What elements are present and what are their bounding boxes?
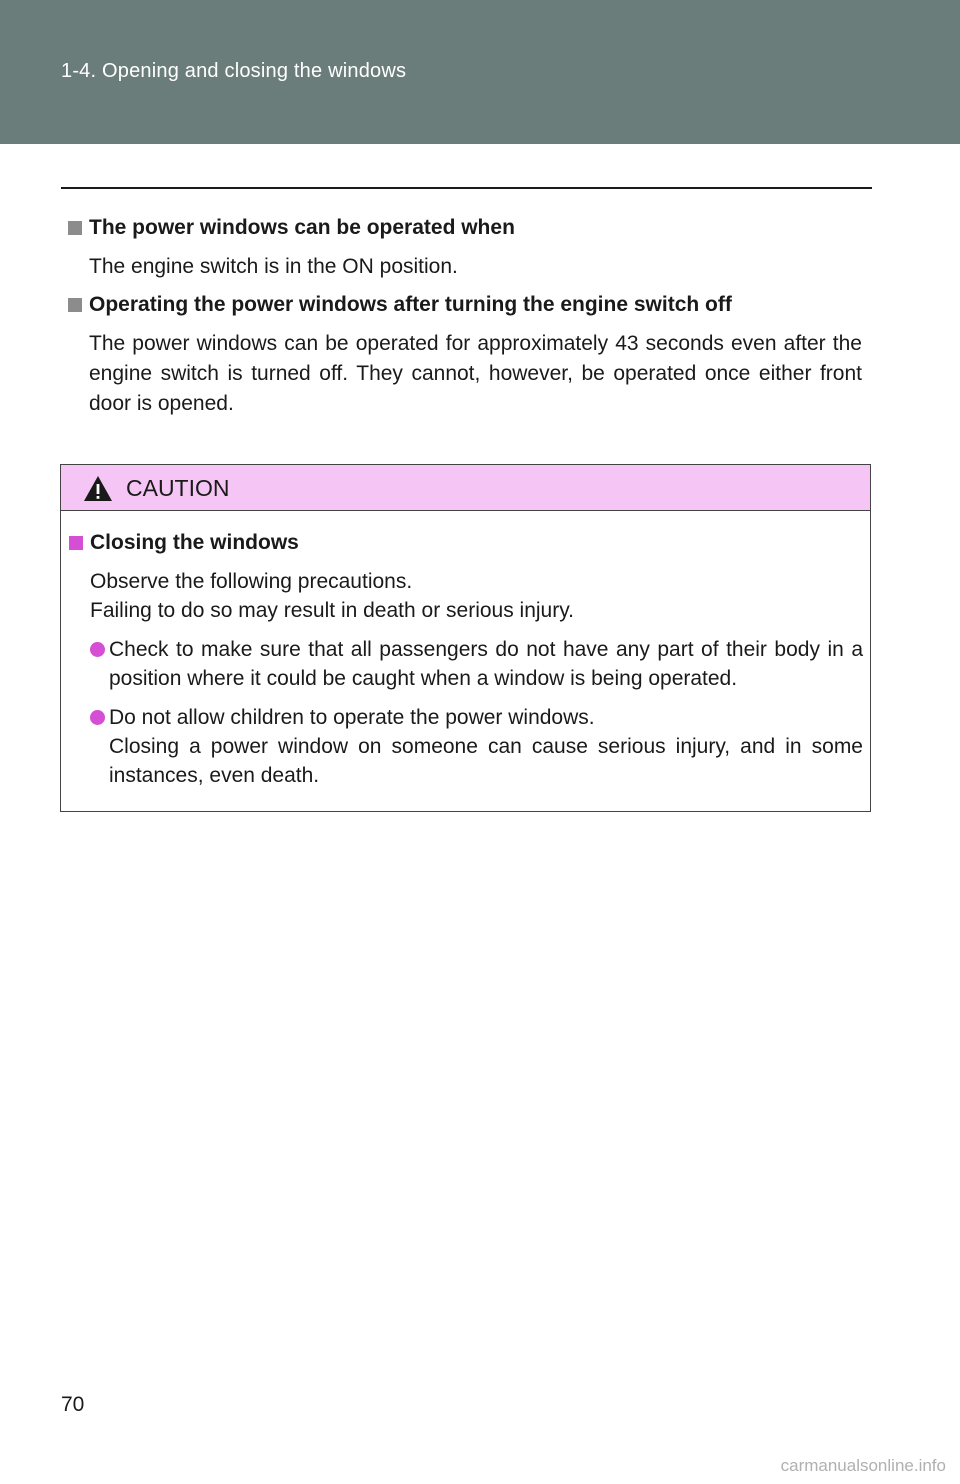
section-body: The engine switch is in the ON position. bbox=[89, 255, 458, 278]
section-title: The power windows can be operated when bbox=[89, 216, 515, 239]
caution-header bbox=[61, 465, 870, 511]
warning-triangle-icon bbox=[83, 475, 113, 502]
section-body: The power windows can be operated for approximately 43 seconds even after the engine switch is turned off. They cannot, however, be operated once either front door is opened. bbox=[89, 332, 862, 415]
page-header bbox=[0, 0, 960, 144]
square-bullet-icon bbox=[68, 298, 82, 312]
page-number: 70 bbox=[61, 1393, 85, 1416]
caution-box bbox=[60, 464, 871, 812]
header-title: 1-4. Opening and closing the windows bbox=[61, 60, 407, 82]
square-bullet-icon bbox=[68, 221, 82, 235]
caution-intro-line: Failing to do so may result in death or serious injury. bbox=[90, 599, 575, 622]
caution-bullet bbox=[90, 703, 863, 790]
caution-section-title: Closing the windows bbox=[90, 531, 299, 554]
bullet-text: Do not allow children to operate the power windows. bbox=[109, 706, 595, 729]
round-bullet-icon bbox=[90, 710, 105, 725]
section-divider bbox=[61, 187, 872, 189]
section-title: Operating the power windows after turning the engine switch off bbox=[89, 293, 732, 316]
caution-intro-line: Observe the following precautions. bbox=[90, 570, 413, 593]
caution-intro bbox=[90, 567, 863, 625]
watermark: carmanualsonline.info bbox=[780, 1456, 946, 1475]
square-bullet-icon bbox=[69, 536, 83, 550]
round-bullet-icon bbox=[90, 642, 105, 657]
caution-label: CAUTION bbox=[126, 475, 230, 501]
caution-section-closing-windows bbox=[69, 529, 863, 790]
section-after-switch-off bbox=[68, 291, 862, 419]
bullet-text: Closing a power window on someone can cause serious injury, and in some instances, even death. bbox=[109, 735, 863, 787]
bullet-text: Check to make sure that all passengers do not have any part of their body in a position where it could be caught when a window is being operated. bbox=[109, 638, 863, 690]
section-operation-conditions bbox=[68, 214, 862, 282]
caution-bullet bbox=[90, 635, 863, 693]
